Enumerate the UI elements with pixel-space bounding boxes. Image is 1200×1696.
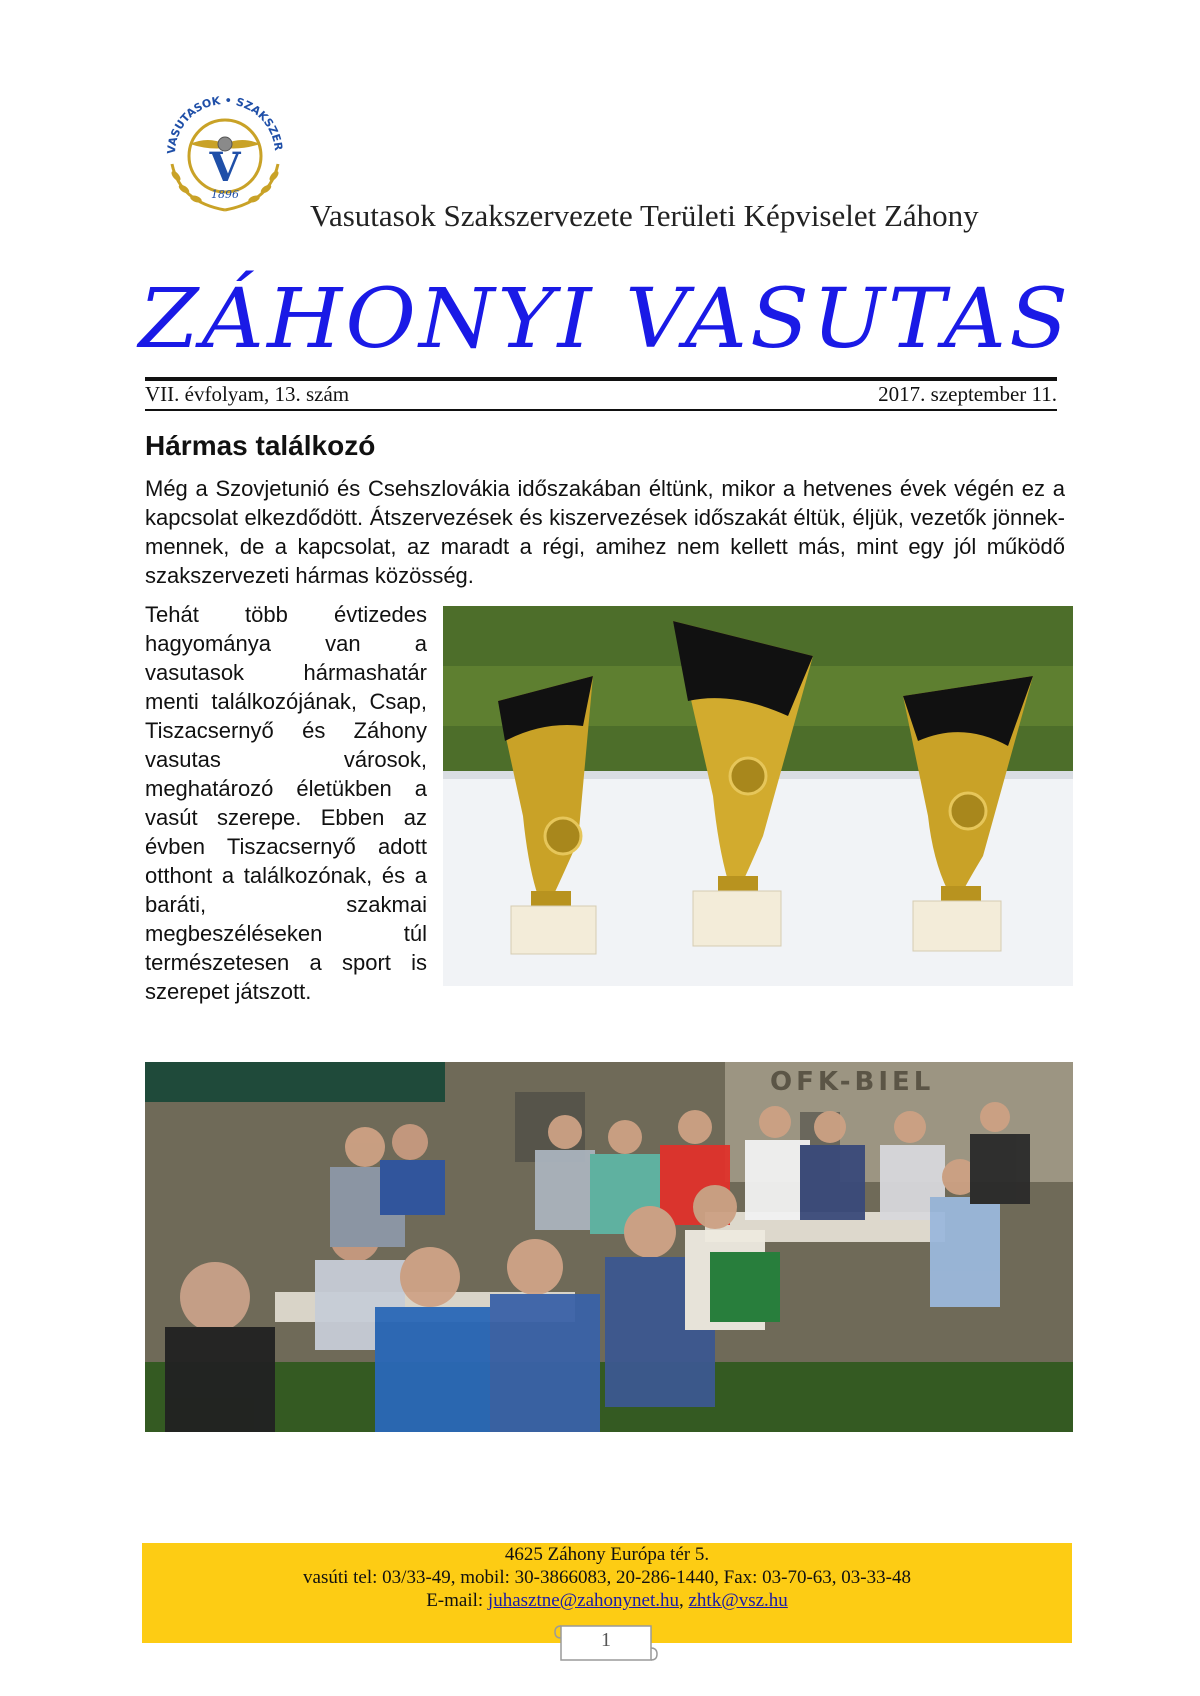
organization-title: Vasutasok Szakszervezete Területi Képviselet Záhony [310, 198, 979, 233]
footer-email-line [142, 1589, 1072, 1612]
sign-text: OFK-BIEL [770, 1067, 935, 1097]
issue-number: VII. évfolyam, 13. szám [145, 382, 350, 406]
logo-letter: V [209, 144, 241, 191]
footer-address: 4625 Záhony Európa tér 5. [504, 1544, 710, 1565]
logo-year: 1896 [211, 188, 239, 201]
masthead-rule-top [145, 377, 1057, 381]
group-photo [145, 1062, 1073, 1432]
newsletter-masthead: ZÁHONYI VASUTAS [138, 272, 1072, 367]
email-link-juhasztne[interactable]: juhasztne@zahonynet.hu [487, 1590, 679, 1611]
footer-phones: vasúti tel: 03/33-49, mobil: 30-3866083, 20-286-1440, Fax: 03-70-63, 03-33-48 [303, 1567, 911, 1588]
article-title: Hármas találkozó [145, 430, 376, 461]
page-number: 1 [601, 1629, 611, 1651]
article-column-text: Tehát több évtizedes hagyománya van a vasutasok hármashatár menti találkozójának, Csap, Tiszacsernyő és Záhony vasutas városok, meghatározó életükben a vasút szerepe. Ebben az évben Tiszacsernyő adott otthont a találkozónak, és a baráti, szakmai megbeszéléseken túl természetesen a sport is szerepet játszott. [145, 602, 427, 1004]
logo-ring-text: VASUTASOK • SZAKSZER [164, 93, 285, 155]
article-intro: Még a Szovjetunió és Csehszlovákia időszakában éltünk, mikor a hetvenes évek végén ez a kapcsolat elkezdődött. Átszervezések és kiszervezések időszakát éltük, éljük, vezetők jönnek-mennek, de a kapcsolat, az maradt a régi, amihez nem kellett más, mint egy jól működő szakszervezeti hármas közösség. [145, 476, 1065, 588]
email-link-zhtk[interactable]: zhtk@vsz.hu [688, 1590, 788, 1611]
issue-date: 2017. szeptember 11. [878, 382, 1057, 406]
trophies-photo [443, 606, 1073, 986]
footer-email-label: E-mail: [426, 1590, 484, 1611]
union-logo [150, 84, 300, 216]
email-separator: , [679, 1590, 684, 1611]
masthead-rule-bottom [145, 409, 1057, 411]
